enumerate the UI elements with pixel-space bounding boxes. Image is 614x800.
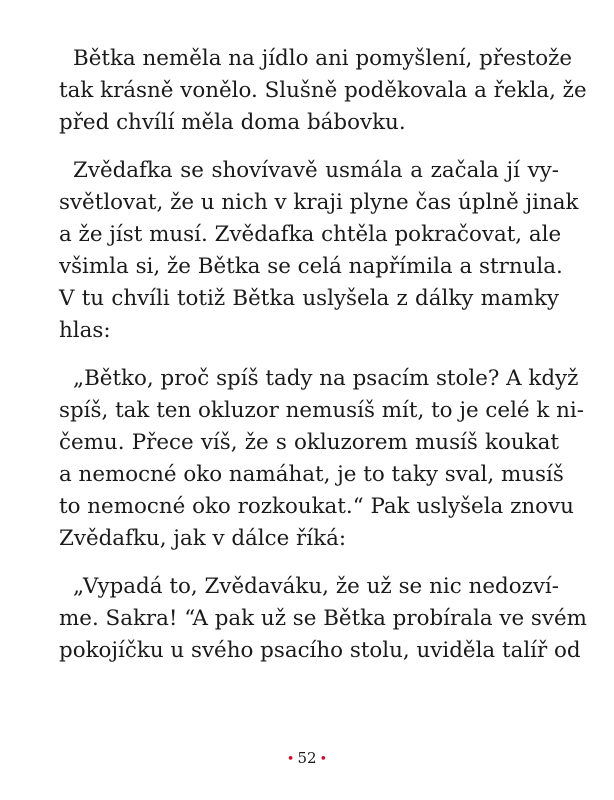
text-line: tak krásně vonělo. Slušně poděkovala a řekla, že (59, 78, 587, 103)
text-line: spíš, tak ten okluzor nemusíš mít, to je celé k ni- (59, 398, 584, 423)
text-line: me. Sakra! “A pak už se Bětka probírala ve svém (59, 606, 587, 631)
folio-dot-right: • (319, 752, 328, 767)
text-line: světlovat, že u nich v kraji plyne čas úplně jinak (59, 190, 579, 215)
folio-dot-left: • (286, 752, 295, 767)
text-line: Bětka neměla na jídlo ani pomyšlení, přestože (73, 46, 573, 71)
page-number-footer (0, 748, 614, 770)
text-line: „Bětko, proč spíš tady na psacím stole? A když (73, 366, 579, 391)
text-line: Zvědafku, jak v dálce říká: (59, 526, 347, 551)
text-line: před chvílí měla doma bábovku. (59, 110, 406, 135)
text-line: Zvědafka se shovívavě usmála a začala jí vy- (73, 158, 559, 183)
page-number: 52 (297, 749, 317, 767)
text-line: to nemocné oko rozkoukat.“ Pak uslyšela znovu (59, 494, 574, 519)
text-line: V tu chvíli totiž Bětka uslyšela z dálky mamky (59, 286, 559, 311)
text-line: a že jíst musí. Zvědafka chtěla pokračovat, ale (59, 222, 562, 247)
text-line: „Vypadá to, Zvědaváku, že už se nic nedozví- (73, 574, 559, 599)
text-line: hlas: (59, 318, 111, 343)
text-line: čemu. Přece víš, že s okluzorem musíš koukat (59, 430, 559, 455)
text-line: všimla si, že Bětka se celá napřímila a strnula. (59, 254, 563, 279)
text-line: a nemocné oko namáhat, je to taky sval, musíš (59, 462, 564, 487)
text-line: pokojíčku u svého psacího stolu, uviděla talíř od (59, 638, 581, 663)
